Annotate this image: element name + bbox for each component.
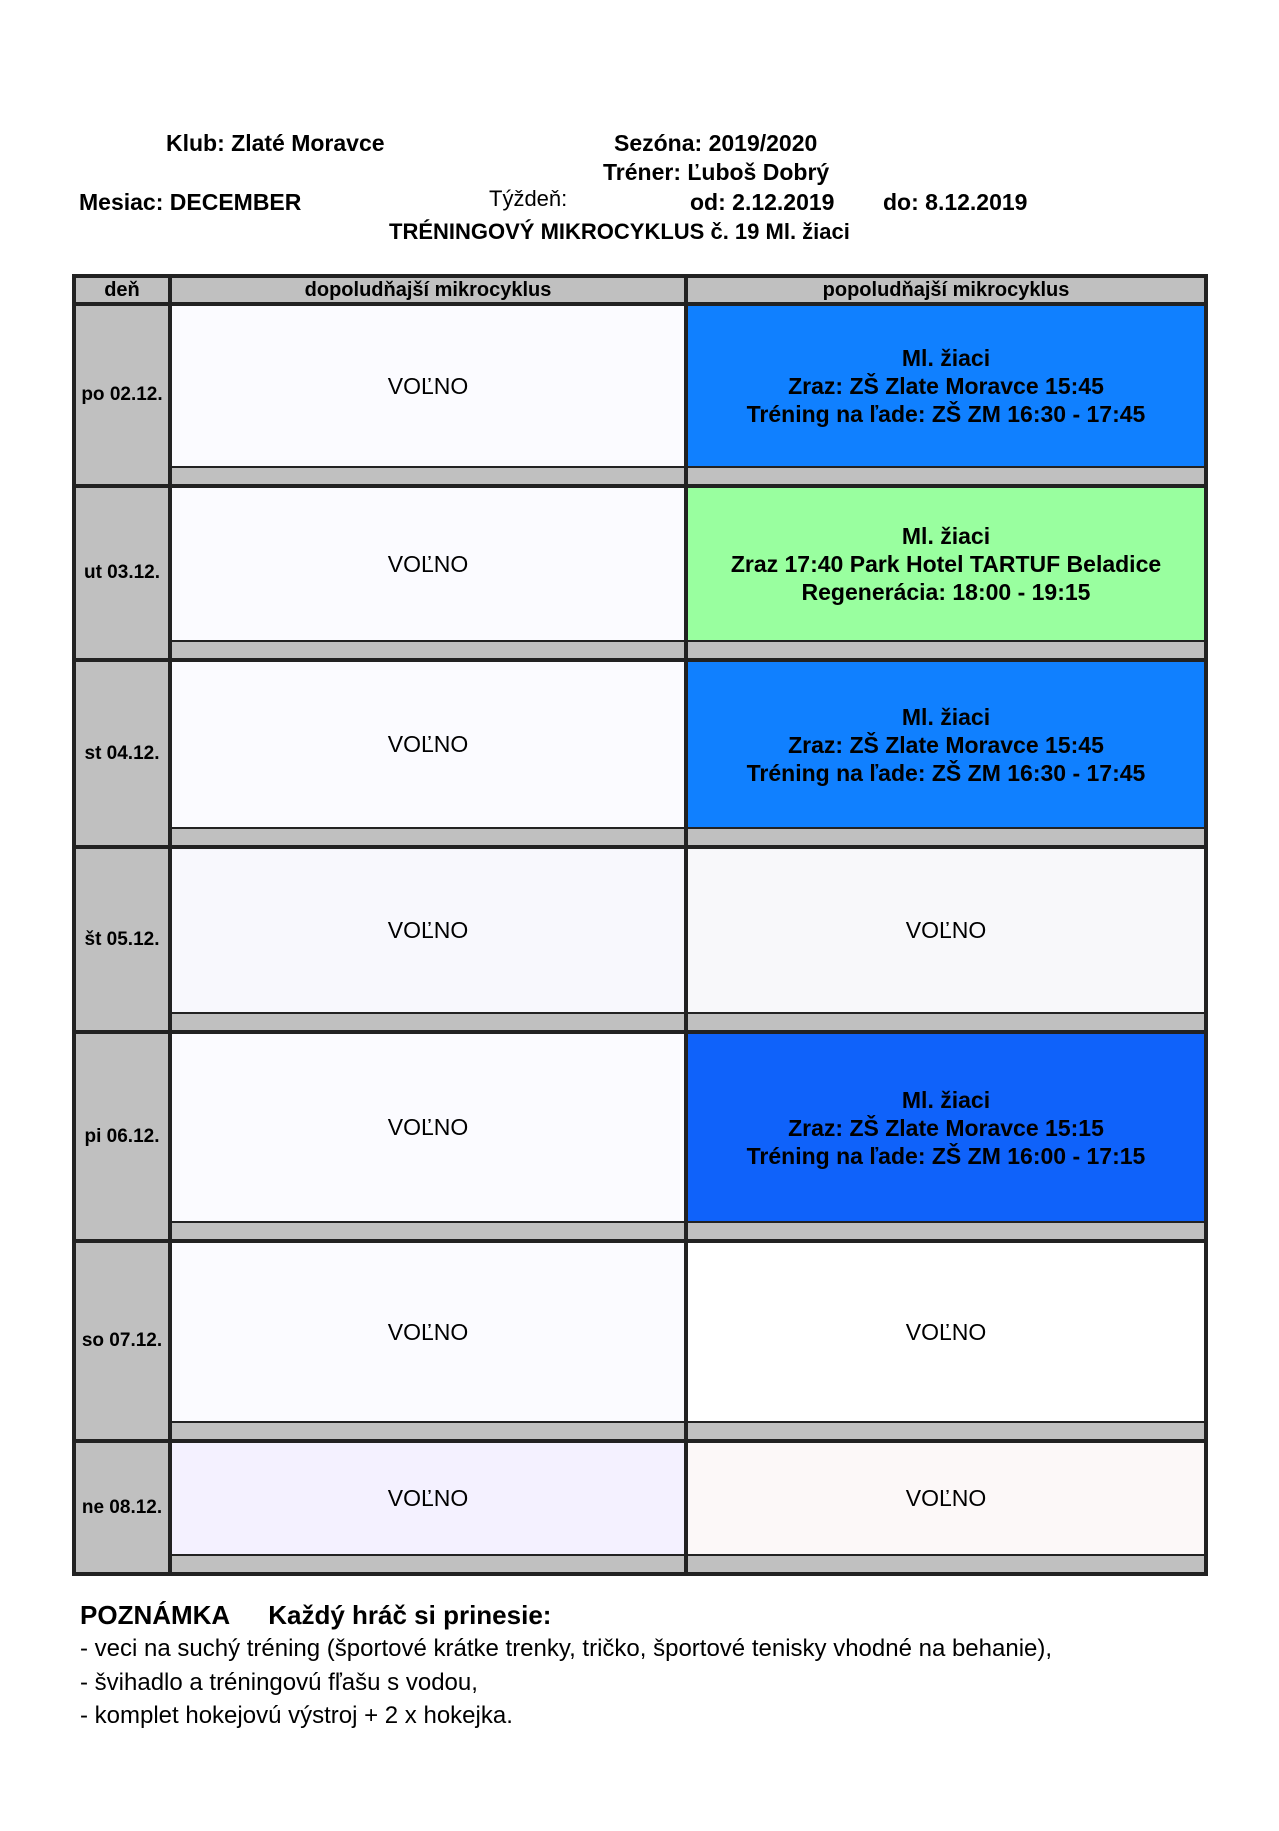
column-header-day: deň	[76, 278, 168, 302]
row-footer-strip	[172, 642, 684, 658]
event-line: Zraz: ZŠ Zlate Moravce 15:45	[788, 373, 1104, 399]
afternoon-cell	[688, 306, 1204, 466]
week-label: Týždeň:	[489, 186, 568, 211]
note-heading	[80, 1602, 551, 1628]
morning-cell: VOĽNO	[172, 849, 684, 1012]
column-header-afternoon: popoludňajší mikrocyklus	[688, 278, 1204, 302]
event-line: Zraz: ZŠ Zlate Moravce 15:15	[788, 1114, 1104, 1141]
afternoon-cell: VOĽNO	[688, 1243, 1204, 1421]
note-line: - švihadlo a tréningovú fľašu s vodou,	[80, 1669, 478, 1696]
row-footer-strip	[172, 829, 684, 845]
afternoon-cell	[688, 488, 1204, 640]
row-footer-strip	[688, 1556, 1204, 1572]
event-line: Ml. žiaci	[901, 345, 991, 371]
column-header-morning: dopoludňajší mikrocyklus	[172, 278, 684, 302]
day-cell: po 02.12.	[76, 306, 168, 484]
row-footer-strip	[172, 1223, 684, 1239]
page-title: TRÉNINGOVÝ MIKROCYKLUS č. 19 Ml. žiaci	[389, 219, 850, 244]
event-line: Tréning na ľade: ZŠ ZM 16:30 - 17:45	[746, 759, 1146, 786]
morning-cell: VOĽNO	[172, 662, 684, 827]
morning-cell: VOĽNO	[172, 306, 684, 466]
row-footer-strip	[172, 1423, 684, 1439]
event-line: Ml. žiaci	[901, 1086, 991, 1113]
row-footer-strip	[688, 1014, 1204, 1030]
event-line: Zraz: ZŠ Zlate Moravce 15:45	[788, 731, 1104, 758]
morning-cell: VOĽNO	[172, 1034, 684, 1221]
note-line: - komplet hokejovú výstroj + 2 x hokejka.	[80, 1702, 513, 1729]
day-cell: pi 06.12.	[76, 1034, 168, 1239]
row-footer-strip	[172, 1014, 684, 1030]
schedule-table	[72, 274, 1208, 1576]
day-cell: št 05.12.	[76, 849, 168, 1030]
afternoon-cell	[688, 662, 1204, 827]
event-line: Ml. žiaci	[901, 703, 991, 730]
morning-cell: VOĽNO	[172, 488, 684, 640]
row-footer-strip	[688, 642, 1204, 658]
afternoon-cell	[688, 1034, 1204, 1221]
club-label: Klub: Zlaté Moravce	[166, 130, 385, 156]
morning-cell: VOĽNO	[172, 1243, 684, 1421]
afternoon-cell: VOĽNO	[688, 849, 1204, 1012]
row-footer-strip	[688, 829, 1204, 845]
event-line: Ml. žiaci	[901, 523, 991, 549]
row-footer-strip	[688, 1423, 1204, 1439]
season-label: Sezóna: 2019/2020	[614, 130, 818, 156]
date-from: od: 2.12.2019	[690, 189, 835, 215]
afternoon-cell: VOĽNO	[688, 1443, 1204, 1554]
date-to: do: 8.12.2019	[883, 189, 1028, 215]
morning-cell: VOĽNO	[172, 1443, 684, 1554]
note-label: POZNÁMKA	[80, 1600, 231, 1630]
note-intro: Každý hráč si prinesie:	[268, 1600, 552, 1630]
note-line: - veci na suchý tréning (športové krátke trenky, tričko, športové tenisky vhodné na behanie),	[80, 1635, 1053, 1662]
day-cell: so 07.12.	[76, 1243, 168, 1439]
row-footer-strip	[172, 468, 684, 484]
month-label: Mesiac: DECEMBER	[79, 189, 302, 215]
row-footer-strip	[688, 1223, 1204, 1239]
day-cell: ut 03.12.	[76, 488, 168, 658]
row-footer-strip	[172, 1556, 684, 1572]
event-line: Tréning na ľade: ZŠ ZM 16:00 - 17:15	[746, 1142, 1146, 1169]
day-cell: ne 08.12.	[76, 1443, 168, 1572]
event-line: Regenerácia: 18:00 - 19:15	[801, 579, 1091, 605]
event-line: Tréning na ľade: ZŠ ZM 16:30 - 17:45	[746, 401, 1146, 427]
day-cell: st 04.12.	[76, 662, 168, 845]
trainer-label: Tréner: Ľuboš Dobrý	[603, 159, 830, 185]
event-line: Zraz 17:40 Park Hotel TARTUF Beladice	[730, 551, 1162, 577]
row-footer-strip	[688, 468, 1204, 484]
